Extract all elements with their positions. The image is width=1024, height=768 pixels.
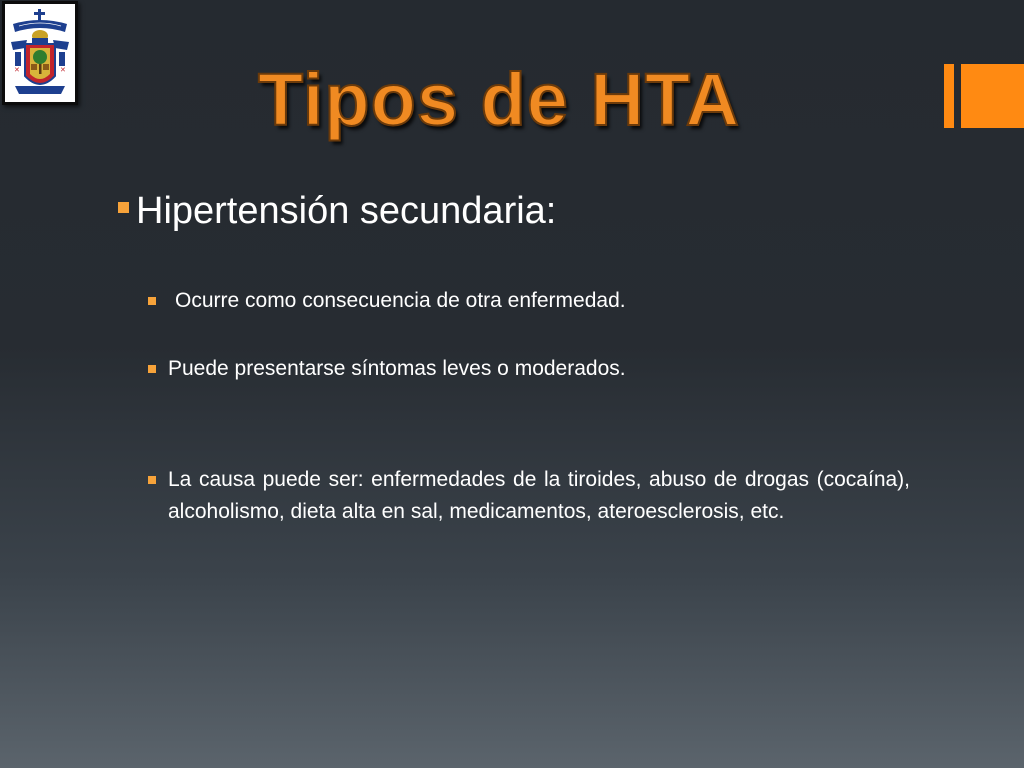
heading-bullet [118,186,556,236]
square-bullet-icon [148,297,156,305]
sub-bullet [148,358,910,385]
accent-bar-thick [961,64,1024,128]
slide-title: Tipos de HTA [258,58,741,141]
university-crest-logo [2,1,78,105]
svg-text:✕: ✕ [14,66,20,74]
square-bullet-icon [148,365,156,373]
square-bullet-icon [118,202,129,213]
sub-bullet-text: Puede presentarse síntomas leves o moderados. [168,357,626,380]
square-bullet-icon [148,476,156,484]
sub-bullet [148,290,910,317]
sub-bullet-text: La causa puede ser: enfermedades de la tiroides, abuso de drogas (cocaína), alcoholismo, dieta alta en sal, medicamentos, ateroesclerosis, etc. [168,468,910,523]
svg-text:✕: ✕ [60,66,66,74]
sub-bullet-text: Ocurre como consecuencia de otra enfermedad. [175,289,626,312]
crest-icon [5,4,75,102]
sub-bullet [148,469,910,528]
accent-bar-thin [944,64,954,128]
heading-text: Hipertensión secundaria: [136,189,557,232]
